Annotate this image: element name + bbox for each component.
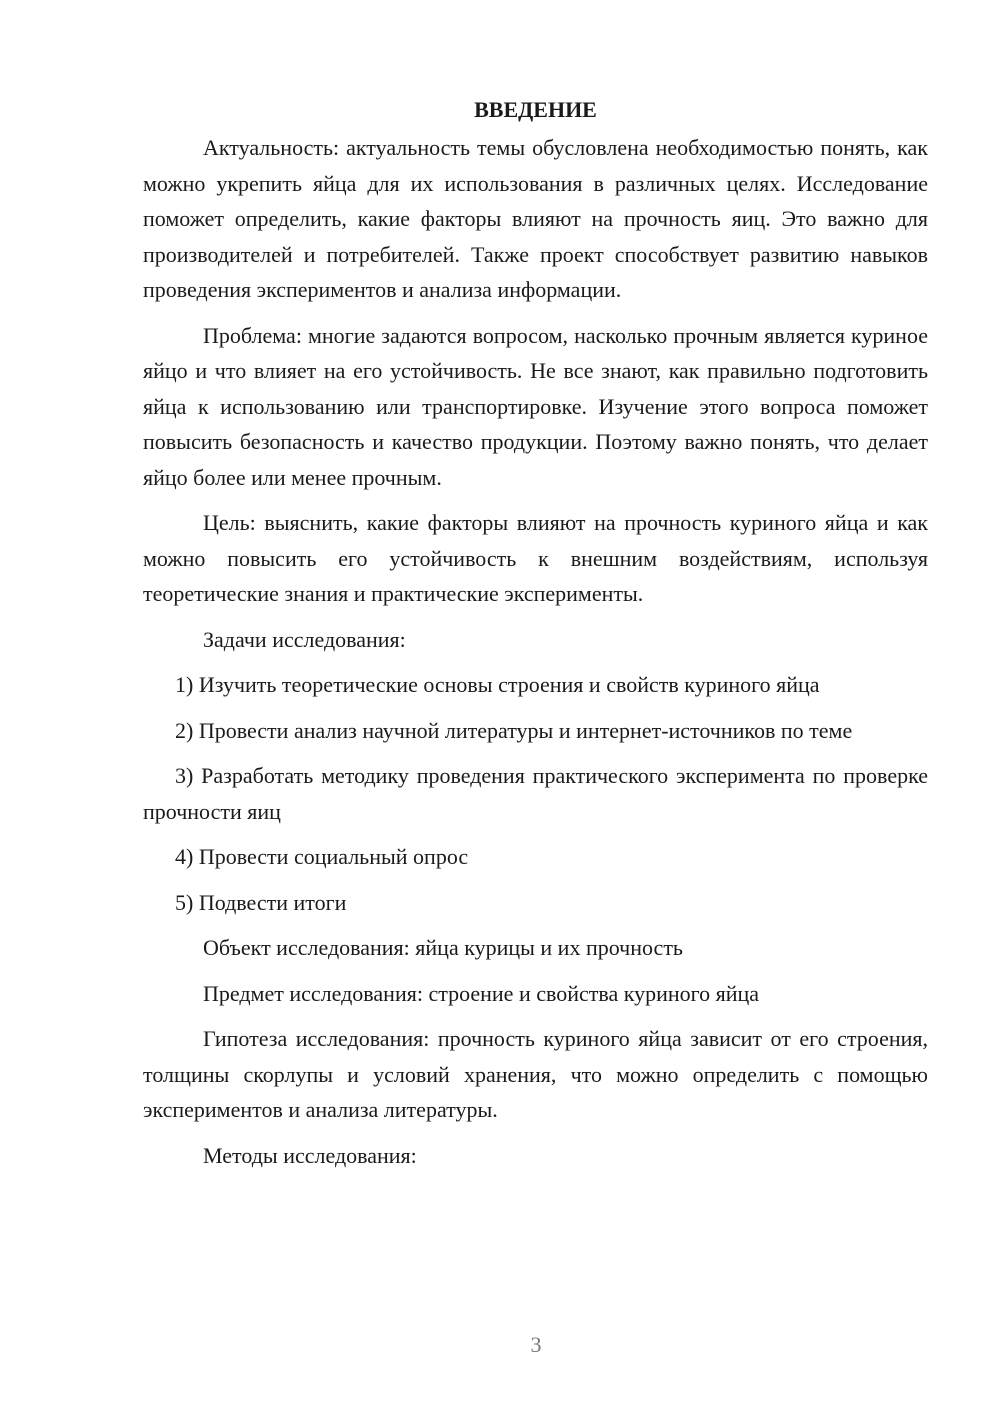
- task-item-1: 1) Изучить теоретические основы строения и свойств куриного яйца: [175, 672, 820, 697]
- methods-heading: Методы исследования:: [203, 1142, 417, 1168]
- object-paragraph: Объект исследования: яйца курицы и их прочность: [203, 935, 683, 960]
- page-number: 3: [530, 1332, 542, 1357]
- section-title: ВВЕДЕНИЕ: [474, 97, 597, 122]
- task-item-4: 4) Провести социальный опрос: [175, 844, 469, 869]
- relevance-paragraph: Актуальность: актуальность темы обусловлена необходимостью понять, как можно укрепить яйца для их использования в различных целях. Исследование поможет определить, какие факторы влияют на прочность яиц. Это важно для производителей и потребителей. Также проект способствует развитию навыков проведения экспериментов и анализа информации.: [143, 135, 928, 302]
- task-item-5: 5) Подвести итоги: [175, 889, 347, 915]
- task-item-3: 3) Разработать методику проведения практического эксперимента по проверке прочности яиц: [143, 763, 928, 824]
- goal-paragraph: Цель: выяснить, какие факторы влияют на прочность куриного яйца и как можно повысить его устойчивость к внешним воздействиям, используя теоретические знания и практические эксперименты.: [143, 510, 928, 606]
- tasks-heading: Задачи исследования:: [203, 626, 406, 652]
- hypothesis-paragraph: Гипотеза исследования: прочность куриного яйца зависит от его строения, толщины скорлупы и условий хранения, что можно определить с помощью экспериментов и анализа литературы.: [143, 1026, 928, 1122]
- document-page: [143, 92, 928, 1183]
- problem-paragraph: Проблема: многие задаются вопросом, насколько прочным является куриное яйцо и что влияет на его устойчивость. Не все знают, как правильно подготовить яйца к использованию или транспортировке. Изучение этого вопроса поможет повысить безопасность и качество продукции. Поэтому важно понять, что делает яйцо более или менее прочным.: [143, 322, 928, 490]
- task-item-2: 2) Провести анализ научной литературы и интернет-источников по теме: [175, 717, 853, 743]
- subject-paragraph: Предмет исследования: строение и свойства куриного яйца: [203, 980, 760, 1006]
